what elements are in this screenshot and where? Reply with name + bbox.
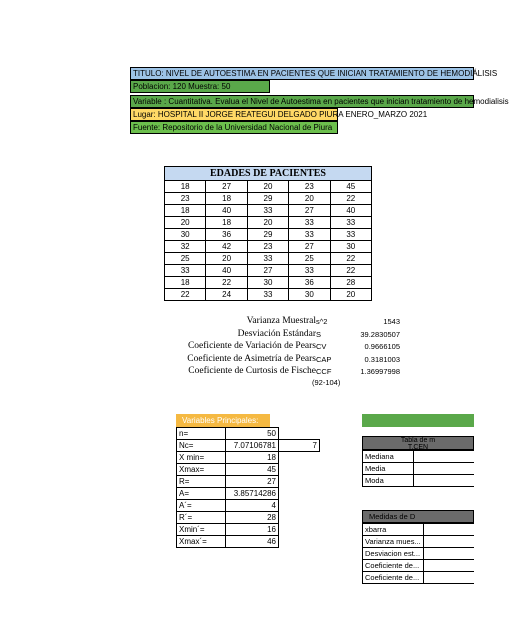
stat-row (160, 316, 400, 329)
stat-label[interactable]: Coeficiente de Curtosis de Fische (188, 366, 316, 376)
green-header-cell[interactable] (362, 414, 474, 427)
variable-label[interactable]: X min= (177, 452, 226, 464)
stat-row (160, 354, 400, 367)
age-cell[interactable]: 29 (247, 229, 288, 241)
variables-row (177, 500, 320, 512)
variable-label[interactable]: Xmin´= (177, 524, 226, 536)
stat-row (160, 341, 400, 354)
variables-row (177, 440, 320, 452)
variable-value[interactable]: 45 (226, 464, 279, 476)
variables-row (177, 488, 320, 500)
variable-label[interactable]: R= (177, 476, 226, 488)
stat-value[interactable]: 39.2830507 (360, 329, 400, 339)
stat-symbol[interactable]: S (316, 329, 322, 339)
stat-symbol[interactable]: s^2 (316, 317, 328, 326)
variable-value[interactable]: 28 (226, 512, 279, 524)
age-cell[interactable]: 40 (206, 205, 247, 217)
tendencia-row (363, 475, 475, 487)
medidas-row (363, 560, 475, 572)
stat-value[interactable]: 0.9666105 (364, 342, 400, 351)
age-cell[interactable]: 36 (289, 277, 330, 289)
ages-row (165, 253, 372, 265)
medidas-label[interactable]: xbarra (363, 524, 424, 536)
age-cell[interactable]: 22 (330, 193, 371, 205)
age-cell[interactable]: 18 (165, 181, 206, 193)
medidas-row (363, 572, 475, 584)
age-cell[interactable]: 22 (330, 265, 371, 277)
age-cell[interactable]: 27 (289, 205, 330, 217)
age-cell[interactable]: 33 (289, 229, 330, 241)
age-cell[interactable]: 45 (330, 181, 371, 193)
age-cell[interactable]: 25 (289, 253, 330, 265)
stat-value[interactable]: 0.3181003 (364, 354, 400, 364)
age-cell[interactable]: 18 (165, 277, 206, 289)
variable-value[interactable]: 16 (226, 524, 279, 536)
age-cell[interactable]: 29 (247, 193, 288, 205)
variable-value[interactable]: 7.07106781 (226, 440, 279, 452)
age-cell[interactable]: 20 (247, 181, 288, 193)
age-cell[interactable]: 33 (247, 205, 288, 217)
variables-row (177, 464, 320, 476)
ages-table (164, 166, 372, 301)
tendencia-row (363, 451, 475, 463)
stat-label[interactable]: Coeficiente de Variación de Pears (187, 341, 316, 351)
age-cell[interactable]: 20 (247, 217, 288, 229)
medidas-row (363, 524, 475, 536)
variable-label[interactable]: Xmax= (177, 464, 226, 476)
stat-label[interactable]: Varianza Muestral (246, 316, 316, 326)
medidas-table (362, 523, 474, 584)
age-cell[interactable]: 27 (289, 241, 330, 253)
ages-row (165, 205, 372, 217)
stat-symbol[interactable]: CAP (316, 354, 332, 364)
ages-row (165, 289, 372, 301)
medidas-value[interactable] (423, 524, 474, 536)
fuente-row[interactable]: Fuente: Repositorio de la Universidad Nacional de Piura (130, 121, 338, 134)
variables-principales-table (176, 427, 320, 548)
age-cell[interactable]: 32 (165, 241, 206, 253)
age-cell[interactable]: 33 (289, 217, 330, 229)
ages-row (165, 241, 372, 253)
medidas-label[interactable]: Coeficiente de... (363, 572, 424, 584)
age-cell[interactable]: 25 (165, 253, 206, 265)
age-cell[interactable]: 20 (206, 253, 247, 265)
stat-value[interactable]: 1.36997998 (360, 367, 400, 376)
medidas-value[interactable] (423, 536, 474, 548)
age-cell[interactable]: 40 (330, 205, 371, 217)
age-cell[interactable]: 30 (247, 277, 288, 289)
stat-symbol[interactable]: CV (316, 342, 327, 351)
ages-row (165, 193, 372, 205)
stat-row (160, 366, 400, 379)
variables-row (177, 512, 320, 524)
poblacion-row[interactable]: Poblacion: 120 Muestra: 50 (130, 80, 270, 93)
age-cell[interactable]: 22 (165, 289, 206, 301)
age-cell[interactable]: 23 (289, 181, 330, 193)
variable-label[interactable]: Nc= (177, 440, 226, 452)
age-cell[interactable]: 18 (206, 217, 247, 229)
age-cell[interactable]: 33 (247, 253, 288, 265)
age-cell[interactable]: 18 (206, 193, 247, 205)
medidas-label[interactable]: Desviacion est... (363, 548, 424, 560)
variable-value[interactable]: 46 (226, 536, 279, 548)
age-cell[interactable]: 20 (289, 193, 330, 205)
tendencia-value[interactable] (414, 475, 475, 487)
age-cell[interactable]: 30 (165, 229, 206, 241)
variable-label[interactable]: Xmax´= (177, 536, 226, 548)
variable-extra[interactable]: 7 (279, 440, 320, 452)
variable-label[interactable]: n= (177, 428, 226, 440)
variable-label[interactable]: A= (177, 488, 226, 500)
variables-row (177, 428, 320, 440)
variables-row (177, 524, 320, 536)
age-cell[interactable]: 22 (330, 253, 371, 265)
age-cell[interactable]: 33 (289, 265, 330, 277)
age-cell[interactable]: 33 (330, 229, 371, 241)
age-cell[interactable]: 36 (206, 229, 247, 241)
medidas-value[interactable] (423, 548, 474, 560)
variable-value[interactable]: 27 (226, 476, 279, 488)
range-note[interactable]: (92-104) (312, 378, 341, 387)
age-cell[interactable]: 27 (247, 265, 288, 277)
age-cell[interactable]: 20 (165, 217, 206, 229)
stat-symbol[interactable]: CCF (316, 367, 332, 376)
age-cell[interactable]: 27 (206, 181, 247, 193)
age-cell[interactable]: 24 (206, 289, 247, 301)
variable-label[interactable]: R´= (177, 512, 226, 524)
age-cell[interactable]: 20 (330, 289, 371, 301)
medidas-row (363, 548, 475, 560)
tendencia-value[interactable] (414, 463, 475, 475)
ages-row (165, 265, 372, 277)
age-cell[interactable]: 28 (330, 277, 371, 289)
age-cell[interactable]: 18 (165, 205, 206, 217)
variable-value[interactable]: 3.85714286 (226, 488, 279, 500)
age-cell[interactable]: 42 (206, 241, 247, 253)
age-cell[interactable]: 33 (330, 217, 371, 229)
age-cell[interactable]: 22 (206, 277, 247, 289)
variable-label[interactable]: A´= (177, 500, 226, 512)
variables-row (177, 536, 320, 548)
medidas-value[interactable] (423, 560, 474, 572)
stat-label[interactable]: Coeficiente de Asimetría de Pears (187, 353, 316, 364)
tendencia-label[interactable]: Moda (363, 475, 414, 487)
title-row[interactable]: TITULO: NIVEL DE AUTOESTIMA EN PACIENTES QUE INICIAN TRATAMIENTO DE HEMODIÁLISIS (130, 67, 474, 80)
age-cell[interactable]: 30 (289, 289, 330, 301)
stats-block (160, 316, 400, 379)
age-cell[interactable]: 33 (165, 265, 206, 277)
tendencia-value[interactable] (414, 451, 475, 463)
medidas-row (363, 536, 475, 548)
ages-row (165, 229, 372, 241)
medidas-title[interactable]: Medidas de D (362, 510, 474, 523)
medidas-label[interactable]: Varianza mues... (363, 536, 424, 548)
age-cell[interactable]: 30 (330, 241, 371, 253)
variables-row (177, 476, 320, 488)
medidas-label[interactable]: Coeficiente de... (363, 560, 424, 572)
stat-value[interactable]: 1543 (383, 317, 400, 326)
lugar-row[interactable]: Lugar: HOSPITAL II JORGE REATEGUI DELGADO PIURA ENERO_MARZO 2021 (130, 108, 338, 121)
age-cell[interactable]: 23 (165, 193, 206, 205)
tendencia-row (363, 463, 475, 475)
tendencia-central-table (362, 450, 474, 487)
variables-row (177, 452, 320, 464)
variable-row[interactable]: Variable : Cuantitativa. Evalua el Nivel de Autoestima en pacientes que inician tratamiento de hemodialisis (130, 95, 474, 108)
variable-value[interactable]: 4 (226, 500, 279, 512)
ages-row (165, 181, 372, 193)
stat-row (160, 329, 400, 342)
medidas-value[interactable] (423, 572, 474, 584)
ages-table-title[interactable]: EDADES DE PACIENTES (165, 167, 372, 181)
tendencia-label[interactable]: Media (363, 463, 414, 475)
variables-principales-title[interactable]: Variables Principales: (176, 414, 270, 427)
variable-value[interactable]: 50 (226, 428, 279, 440)
age-cell[interactable]: 23 (247, 241, 288, 253)
ages-row (165, 217, 372, 229)
tendencia-label[interactable]: Mediana (363, 451, 414, 463)
ages-row (165, 277, 372, 289)
tendencia-central-title[interactable]: Tabla de m T.CEN (362, 436, 474, 450)
stat-label[interactable]: Desviación Estándar (237, 328, 316, 339)
variable-value[interactable]: 18 (226, 452, 279, 464)
age-cell[interactable]: 33 (247, 289, 288, 301)
age-cell[interactable]: 40 (206, 265, 247, 277)
